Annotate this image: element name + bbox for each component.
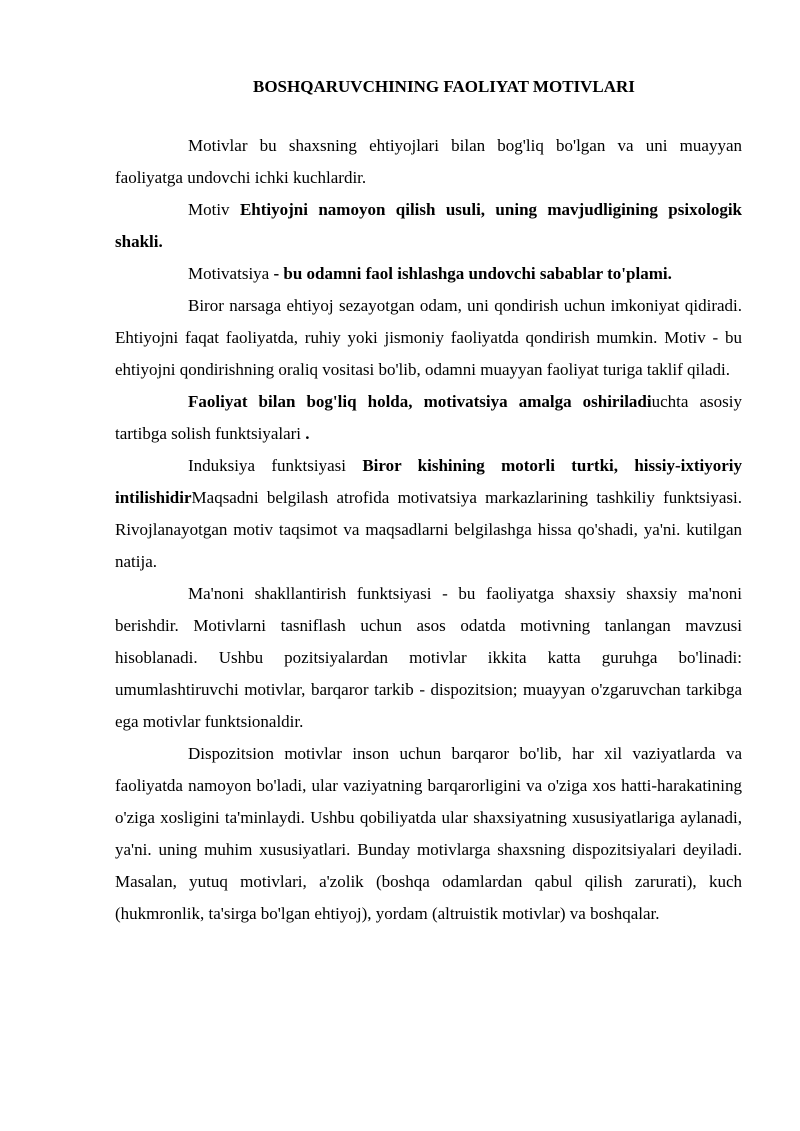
paragraph-motivlar [115,130,742,194]
paragraph-funktsiyalar [115,386,742,450]
paragraph-manoni-shakllantirish [115,578,742,738]
bold-text-segment: Biror kishining motorli turtki, hissiy-ixtiyoriy intilishidir [115,456,742,507]
paragraph-ehtiyoj [115,290,742,386]
bold-text-segment: Ehtiyojni namoyon qilish usuli, uning mavjudligining psixologik shakli. [115,200,742,251]
bold-text-segment: - bu odamni faol ishlashga undovchi sabablar to'plami. [273,264,672,283]
paragraph-dispozitsion-motivlar [115,738,742,930]
document-title: BOSHQARUVCHINING FAOLIYAT MOTIVLARI [253,77,635,96]
text-segment: Maqsadni belgilash atrofida motivatsiya markazlarining tashkiliy funktsiyasi. Rivojlanayotgan motiv taqsimot va maqsadlarni belgilashga hissa qo'shadi, ya'ni. kutilgan natija. [115,488,742,571]
text-segment: Biror narsaga ehtiyoj sezayotgan odam, uni qondirish uchun imkoniyat qidiradi. Ehtiyojni faqat faoliyatda, ruhiy yoki jismoniy faoliyatda qondirish mumkin. Motiv - bu ehtiyojni qondirishning oraliq vositasi bo'lib, odamni muayyan faoliyat turiga taklif qiladi. [115,296,742,379]
text-segment: Ma'noni shakllantirish funktsiyasi - bu faoliyatga shaxsiy shaxsiy ma'noni berishdir. Motivlarni tasniflash uchun asos odatda motivning tanlangan mavzusi hisoblanadi. Ushbu pozitsiyalardan motivlar ikkita katta guruhga bo'linadi: umumlashtiruvchi motivlar, barqaror tarkib - dispozitsion; muayyan o'zgaruvchan tarkibga ega motivlar funktsionaldir. [115,584,742,731]
text-segment: Motiv [188,200,240,219]
paragraph-motivatsiya-definition [115,258,742,290]
text-segment: Induksiya funktsiyasi [188,456,363,475]
bold-text-segment: . [305,424,310,443]
text-segment: Motivlar bu shaxsning ehtiyojlari bilan bog'liq bo'lgan va uni muayyan faoliyatga undovchi ichki kuchlardir. [115,136,742,187]
text-segment: uchta asosiy tartibga solish funktsiyalari [115,392,742,443]
paragraph-induksiya [115,450,742,578]
text-segment: Motivatsiya [188,264,274,283]
text-segment: Dispozitsion motivlar inson uchun barqaror bo'lib, har xil vaziyatlarda va faoliyatda namoyon bo'ladi, ular vaziyatning barqarorligini va o'ziga xos hatti-harakatining o'ziga xosligini ta'minlaydi. Ushbu qobiliyatda ular shaxsiyatning xususiyatlariga aylanadi, ya'ni. uning muhim xususiyatlari. Bunday motivlarga shaxsning dispozitsiyalari deyiladi. Masalan, yutuq motivlari, a'zolik (boshqa odamlardan qabul qilish zarurati), kuch (hukmronlik, ta'sirga bo'lgan ehtiyoj), yordam (altruistik motivlar) va boshqalar. [115,744,742,923]
document-page [115,74,742,930]
bold-text-segment: Faoliyat bilan bog'liq holda, motivatsiya amalga oshiriladi [188,392,652,411]
paragraph-motiv-definition [115,194,742,258]
